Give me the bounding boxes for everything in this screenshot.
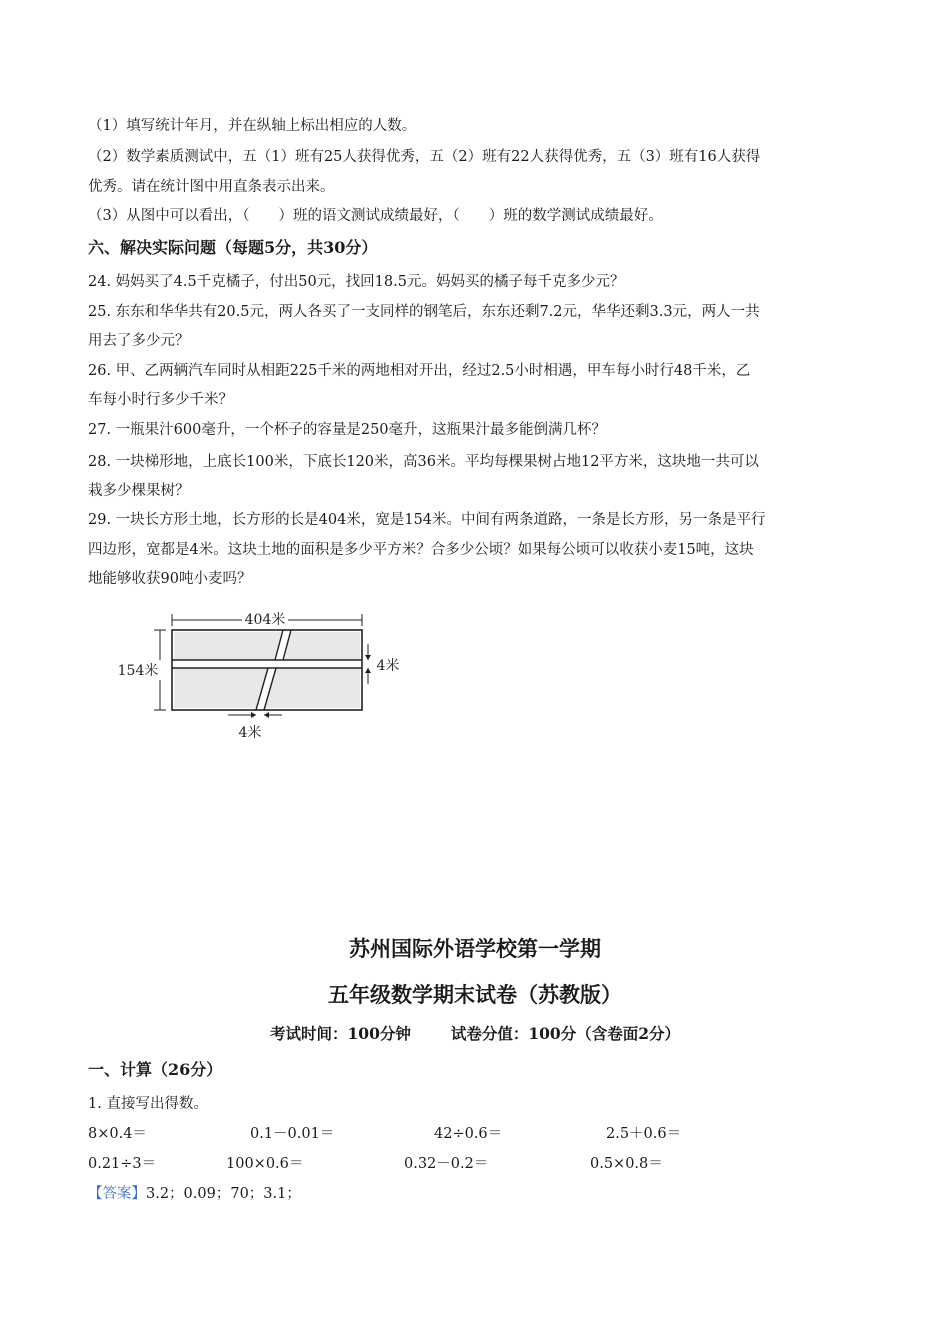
answer-line <box>88 1184 878 1204</box>
problem-25-line1: 25. 东东和华华共有20.5元，两人各买了一支同样的钢笔后，东东还剩7.2元，华华还剩3.3元，两人一共 <box>88 304 760 320</box>
problem-27: 27. 一瓶果汁600毫升，一个杯子的容量是250毫升，这瓶果汁最多能倒满几杯？ <box>88 422 607 438</box>
field-region-top-right <box>283 632 360 660</box>
question-part-3: （3）从图中可以看出，（ ）班的语文测试成绩最好，（ ）班的数学测试成绩最好。 <box>88 208 663 224</box>
question-part-2-line2: 优秀。请在统计图中用直条表示出来。 <box>88 179 335 195</box>
problem-25-line2: 用去了多少元？ <box>88 333 190 349</box>
calc-item: 8×0.4＝ <box>88 1126 147 1142</box>
length-label: 404米 <box>244 612 286 628</box>
field-region-top-left <box>174 632 283 660</box>
answer-text: 3.2；0.09；70；3.1； <box>146 1186 301 1202</box>
field-region-bottom-right <box>264 668 360 708</box>
calc-item: 0.5×0.8＝ <box>590 1156 663 1172</box>
problem-29-line1: 29. 一块长方形土地，长方形的长是404米，宽是154米。中间有两条道路，一条是长方形，另一条是平行 <box>88 512 766 528</box>
calc-item: 2.5＋0.6＝ <box>606 1126 682 1142</box>
problem-24: 24. 妈妈买了4.5千克橘子，付出50元，找回18.5元。妈妈买的橘子每千克多少元？ <box>88 274 625 290</box>
section-1-heading: 一、计算（26分） <box>88 1060 223 1079</box>
problem-28-line2: 栽多少棵果树？ <box>88 483 190 499</box>
problem-26-line1: 26. 甲、乙两辆汽车同时从相距225千米的两地相对开出，经过2.5小时相遇，甲车每小时行48千米，乙 <box>88 363 751 379</box>
problem-28-line1: 28. 一块梯形地，上底长100米，下底长120米，高36米。平均每棵果树占地12平方米，这块地一共可以 <box>88 454 759 470</box>
calc-item: 42÷0.6＝ <box>434 1126 503 1142</box>
problem-26-line2: 车每小时行多少千米？ <box>88 392 233 408</box>
section-6-heading: 六、解决实际问题（每题5分，共30分） <box>88 238 378 257</box>
calc-item: 0.1－0.01＝ <box>250 1126 335 1142</box>
exam-info <box>0 1024 950 1044</box>
field-diagram <box>110 600 410 750</box>
calc-item: 100×0.6＝ <box>226 1156 304 1172</box>
problem-29-line2: 四边形，宽都是4米。这块土地的面积是多少平方米？合多少公顷？如果每公顷可以收获小麦15吨，这块 <box>88 542 754 558</box>
bottom-dim-arrow-left <box>264 712 269 718</box>
question-part-1: （1）填写统计年月，并在纵轴上标出相应的人数。 <box>88 118 417 134</box>
right-dim-arrow-up <box>365 668 371 673</box>
road-width-bottom-label: 4米 <box>238 725 262 741</box>
answer-tag: 【答案】 <box>88 1186 146 1202</box>
school-title: 苏州国际外语学校第一学期 <box>349 936 601 961</box>
road-width-right-label: 4米 <box>376 658 400 674</box>
exam-time-info: 考试时间：100分钟 <box>270 1024 411 1043</box>
problem-29-line3: 地能够收获90吨小麦吗？ <box>88 571 252 587</box>
exam-score-info: 试卷分值：100分（含卷面2分） <box>450 1024 680 1043</box>
question-part-2-line1: （2）数学素质测试中，五（1）班有25人获得优秀，五（2）班有22人获得优秀，五（3）班有16人获得 <box>88 149 761 165</box>
calc-item: 0.21÷3＝ <box>88 1156 157 1172</box>
calc-item: 0.32－0.2＝ <box>404 1156 489 1172</box>
bottom-dim-arrow-right <box>251 712 256 718</box>
exam-title: 五年级数学期末试卷（苏教版） <box>328 982 622 1007</box>
width-label: 154米 <box>117 663 159 679</box>
right-dim-arrow-down <box>365 655 371 660</box>
field-region-bottom-left <box>174 668 268 708</box>
calc-question-prompt: 1. 直接写出得数。 <box>88 1096 208 1112</box>
